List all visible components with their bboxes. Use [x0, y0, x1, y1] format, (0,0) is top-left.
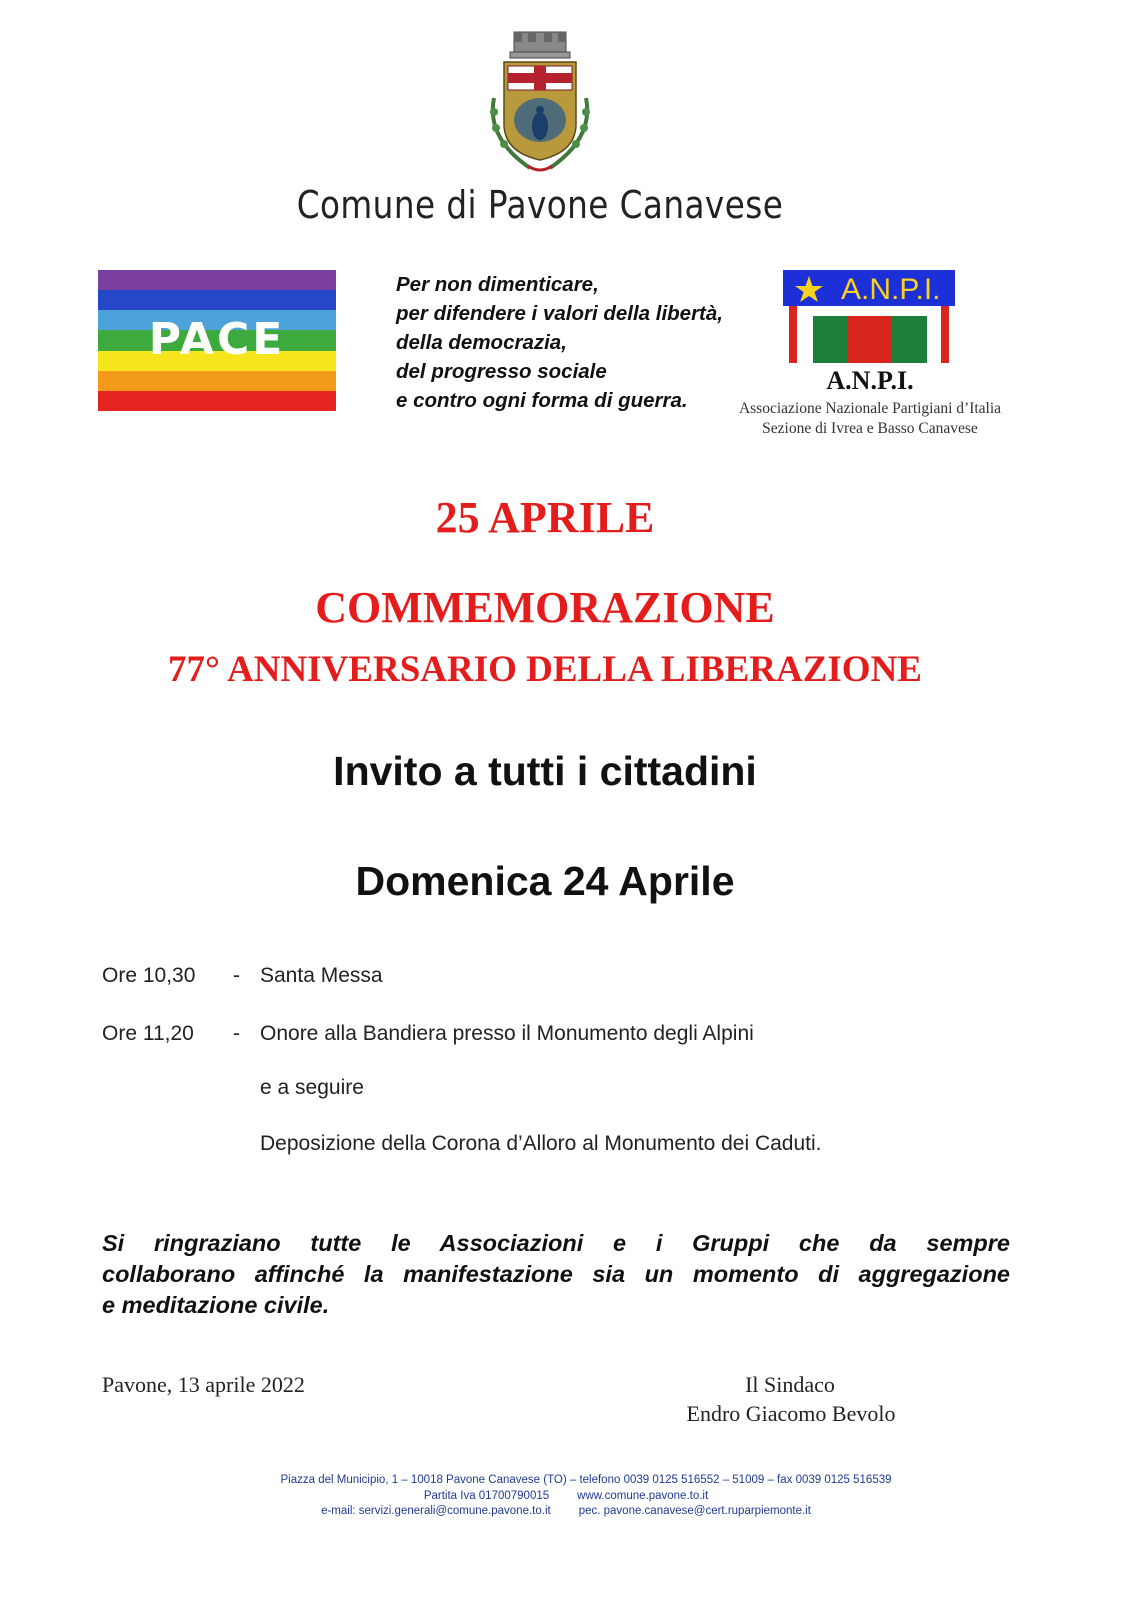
pace-stripe — [98, 290, 336, 310]
motto — [396, 270, 756, 415]
comune-title: Comune di Pavone Canavese — [296, 183, 784, 227]
anpi-subtitle: Associazione Nazionale Partigiani d’Italia — [738, 400, 1002, 417]
place-date: Pavone, 13 aprile 2022 — [102, 1372, 305, 1397]
schedule-item: e a seguire — [260, 1076, 364, 1099]
footer-pec-link[interactable]: pec. pavone.canavese@cert.ruparpiemonte.it — [578, 1505, 811, 1517]
anniversary-heading: 77° ANNIVERSARIO DELLA LIBERAZIONE — [168, 649, 922, 690]
event-day-heading: Domenica 24 Aprile — [355, 858, 735, 904]
event-date-heading: 25 APRILE — [435, 493, 655, 542]
footer-email-link[interactable]: e-mail: servizi.generali@comune.pavone.to.it — [321, 1505, 551, 1517]
schedule-item: Santa Messa — [260, 964, 383, 987]
pace-flag — [98, 270, 336, 411]
motto-line: Per non dimenticare, — [396, 273, 599, 296]
motto-line: per difendere i valori della libertà, — [396, 302, 723, 325]
thanks-line: Si ringraziano tutte le Associazioni e i Gruppi che da sempre — [102, 1230, 1010, 1256]
anpi-title: A.N.P.I. — [826, 366, 914, 395]
motto-line: della democrazia, — [396, 331, 567, 354]
thanks-paragraph — [102, 1228, 1010, 1321]
footer-vat: Partita Iva 01700790015 — [423, 1490, 550, 1502]
footer-address: Piazza del Municipio, 1 – 10018 Pavone Canavese (TO) – telefono 0039 0125 516552 – 51009 – fax 0039 0125 516539 — [280, 1474, 892, 1486]
pace-stripe — [98, 270, 336, 290]
anpi-section: Sezione di Ivrea e Basso Canavese — [762, 420, 978, 437]
thanks-line: collaborano affinché la manifestazione sia un momento di aggregazione — [102, 1261, 1010, 1287]
thanks-line: e meditazione civile. — [102, 1292, 330, 1318]
mayor-name: Endro Giacomo Bevolo — [686, 1401, 896, 1426]
schedule-time: Ore 11,20 — [102, 1022, 194, 1045]
schedule-dash: - — [233, 964, 240, 987]
anpi-logo — [783, 270, 955, 363]
mayor-title: Il Sindaco — [745, 1372, 835, 1397]
motto-line: del progresso sociale — [396, 360, 607, 383]
pace-stripe — [98, 371, 336, 391]
footer-contacts — [0, 1505, 1132, 1517]
commemorazione-heading: COMMEMORAZIONE — [315, 583, 775, 632]
pace-label: PACE — [148, 314, 286, 365]
invitation-heading: Invito a tutti i cittadini — [333, 748, 757, 794]
schedule-dash: - — [233, 1022, 240, 1045]
motto-line: e contro ogni forma di guerra. — [396, 389, 688, 412]
schedule-item: Onore alla Bandiera presso il Monumento degli Alpini — [260, 1022, 754, 1045]
pace-stripe — [98, 391, 336, 411]
footer-website-link[interactable]: www.comune.pavone.to.it — [577, 1490, 709, 1502]
anpi-flag-label: A.N.P.I. — [841, 273, 941, 306]
schedule-item: Deposizione della Corona d’Alloro al Monumento dei Caduti. — [260, 1132, 822, 1155]
footer-vat-website — [0, 1490, 1132, 1502]
schedule-time: Ore 10,30 — [102, 964, 196, 987]
municipal-crest-icon — [480, 28, 600, 178]
